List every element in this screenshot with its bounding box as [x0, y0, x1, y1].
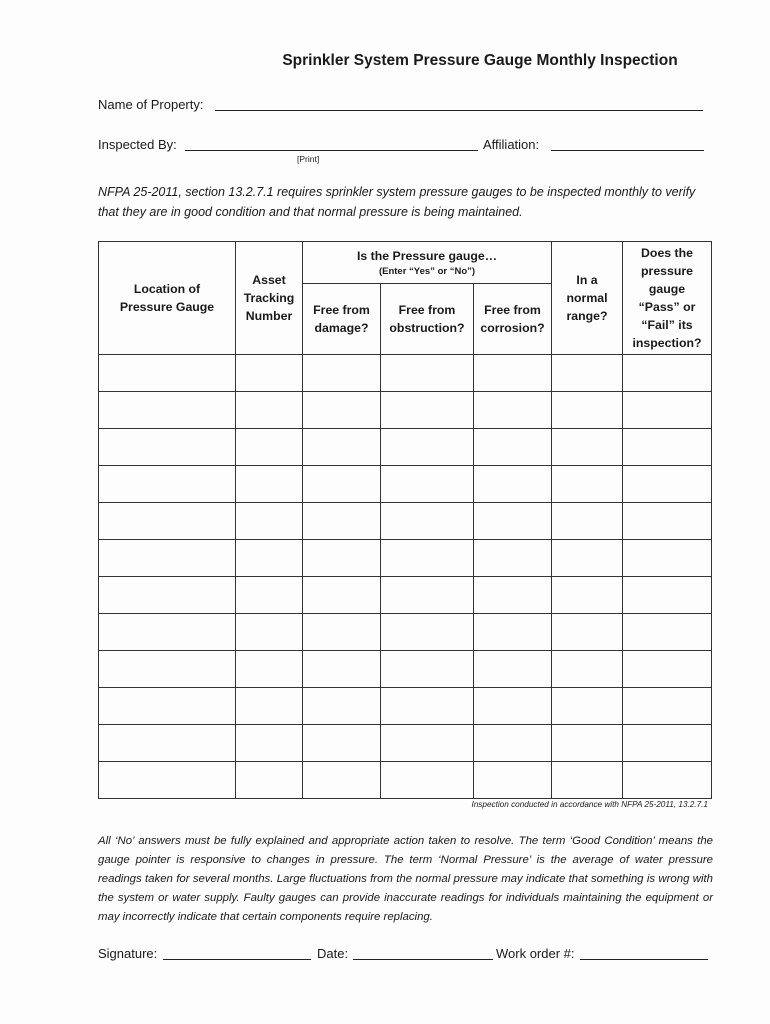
header-location: Location of Pressure Gauge: [99, 242, 236, 355]
header-group: [303, 242, 552, 284]
table-cell[interactable]: [381, 466, 474, 503]
property-field[interactable]: [215, 110, 703, 111]
table-row: [99, 725, 712, 762]
table-row: [99, 392, 712, 429]
table-cell[interactable]: [99, 688, 236, 725]
table-cell[interactable]: [474, 429, 552, 466]
table-cell[interactable]: [623, 503, 712, 540]
table-cell[interactable]: [303, 392, 381, 429]
table-cell[interactable]: [381, 651, 474, 688]
table-cell[interactable]: [474, 614, 552, 651]
table-cell[interactable]: [623, 614, 712, 651]
table-cell[interactable]: [236, 540, 303, 577]
table-cell[interactable]: [623, 577, 712, 614]
table-row: [99, 540, 712, 577]
header-group-hint: (Enter “Yes” or “No”): [378, 265, 476, 277]
table-cell[interactable]: [474, 725, 552, 762]
table-cell[interactable]: [303, 540, 381, 577]
table-cell[interactable]: [303, 577, 381, 614]
table-cell[interactable]: [236, 762, 303, 799]
form-title: Sprinkler System Pressure Gauge Monthly Inspection: [282, 52, 678, 69]
table-cell[interactable]: [381, 688, 474, 725]
table-cell[interactable]: [99, 762, 236, 799]
table-cell[interactable]: [236, 651, 303, 688]
table-caption: Inspection conducted in accordance with NFPA 25-2011, 13.2.7.1: [471, 800, 708, 809]
header-group-title: Is the Pressure gauge…: [356, 248, 498, 263]
table-cell[interactable]: [623, 355, 712, 392]
table-row: [99, 762, 712, 799]
table-cell[interactable]: [552, 355, 623, 392]
table-cell[interactable]: [99, 392, 236, 429]
work-order-label: Work order #:: [496, 946, 575, 961]
table-cell[interactable]: [623, 392, 712, 429]
table-cell[interactable]: [303, 429, 381, 466]
table-cell[interactable]: [99, 429, 236, 466]
work-order-field[interactable]: [580, 959, 708, 960]
print-hint: [Print]: [297, 154, 320, 164]
table-cell[interactable]: [303, 688, 381, 725]
table-cell[interactable]: [623, 688, 712, 725]
inspection-table: [98, 241, 712, 799]
table-cell[interactable]: [381, 355, 474, 392]
table-cell[interactable]: [99, 355, 236, 392]
table-cell[interactable]: [236, 429, 303, 466]
header-asset-tracking: Asset Tracking Number: [236, 242, 303, 355]
table-cell[interactable]: [381, 614, 474, 651]
table-cell[interactable]: [552, 466, 623, 503]
table-cell[interactable]: [99, 540, 236, 577]
table-cell[interactable]: [381, 762, 474, 799]
table-cell[interactable]: [623, 466, 712, 503]
table-cell[interactable]: [552, 688, 623, 725]
table-cell[interactable]: [236, 466, 303, 503]
table-cell[interactable]: [552, 725, 623, 762]
table-cell[interactable]: [623, 725, 712, 762]
table-cell[interactable]: [552, 577, 623, 614]
nfpa-requirement-note: NFPA 25-2011, section 13.2.7.1 requires sprinkler system pressure gauges to be inspected monthly to verify that they are in good condition and that normal pressure is being maintained.: [98, 185, 696, 219]
table-cell[interactable]: [236, 614, 303, 651]
affiliation-field[interactable]: [551, 150, 704, 151]
table-cell[interactable]: [474, 355, 552, 392]
header-normal-range: In a normal range?: [552, 242, 623, 355]
table-cell[interactable]: [552, 651, 623, 688]
table-cell[interactable]: [552, 540, 623, 577]
table-cell[interactable]: [552, 429, 623, 466]
table-cell[interactable]: [236, 392, 303, 429]
table-cell[interactable]: [99, 725, 236, 762]
table-cell[interactable]: [552, 614, 623, 651]
table-cell[interactable]: [236, 688, 303, 725]
table-cell[interactable]: [303, 651, 381, 688]
table-cell[interactable]: [474, 466, 552, 503]
table-cell[interactable]: [474, 503, 552, 540]
inspected-by-label: Inspected By:: [98, 137, 177, 152]
header-corrosion: Free from corrosion?: [474, 284, 552, 355]
table-cell[interactable]: [99, 651, 236, 688]
table-cell[interactable]: [236, 355, 303, 392]
table-cell[interactable]: [236, 577, 303, 614]
table-cell[interactable]: [552, 392, 623, 429]
table-row: [99, 577, 712, 614]
table-cell[interactable]: [552, 503, 623, 540]
table-cell[interactable]: [381, 577, 474, 614]
table-cell[interactable]: [303, 725, 381, 762]
table-cell[interactable]: [474, 688, 552, 725]
table-row: [99, 429, 712, 466]
table-cell[interactable]: [623, 429, 712, 466]
date-field[interactable]: [353, 959, 493, 960]
table-cell[interactable]: [303, 355, 381, 392]
affiliation-label: Affiliation:: [483, 137, 540, 152]
table-row: [99, 651, 712, 688]
table-cell[interactable]: [303, 614, 381, 651]
signature-label: Signature:: [98, 946, 158, 961]
table-cell[interactable]: [381, 429, 474, 466]
table-cell[interactable]: [381, 392, 474, 429]
property-label: Name of Property:: [98, 97, 204, 112]
table-cell[interactable]: [474, 762, 552, 799]
table-cell[interactable]: [99, 614, 236, 651]
date-label: Date:: [317, 946, 349, 961]
table-cell[interactable]: [623, 762, 712, 799]
table-cell[interactable]: [623, 540, 712, 577]
table-cell[interactable]: [381, 725, 474, 762]
table-row: [99, 355, 712, 392]
table-cell[interactable]: [381, 503, 474, 540]
table-cell[interactable]: [552, 762, 623, 799]
header-damage: Free from damage?: [303, 284, 381, 355]
table-cell[interactable]: [381, 540, 474, 577]
table-cell[interactable]: [474, 540, 552, 577]
table-row: [99, 503, 712, 540]
header-obstruction: Free from obstruction?: [381, 284, 474, 355]
header-pass-fail: Does the pressure gauge “Pass” or “Fail” its inspection?: [623, 242, 712, 355]
table-cell[interactable]: [474, 392, 552, 429]
table-row: [99, 614, 712, 651]
table-cell[interactable]: [99, 503, 236, 540]
table-cell[interactable]: [474, 577, 552, 614]
inspected-by-field[interactable]: [185, 150, 478, 151]
table-row: [99, 688, 712, 725]
signature-field[interactable]: [163, 959, 311, 960]
table-cell[interactable]: [236, 725, 303, 762]
table-cell[interactable]: [99, 577, 236, 614]
table-cell[interactable]: [236, 503, 303, 540]
table-cell[interactable]: [303, 762, 381, 799]
table-cell[interactable]: [623, 651, 712, 688]
table-cell[interactable]: [99, 466, 236, 503]
answer-explanation: All ‘No’ answers must be fully explained and appropriate action taken to resolve. The term ‘Good Condition’ means the gauge pointer is responsive to changes in pressure. The term ‘Normal Pressure’ is the average of water pressure readings taken for several months. Large fluctuations from the normal pressure may indicate that something is wrong with the system or water supply. Faulty gauges can provide inaccurate readings for individuals maintaining the equipment or may incorrectly indicate that certain components require replacing.: [98, 835, 713, 923]
table-cell[interactable]: [474, 651, 552, 688]
table-row: [99, 466, 712, 503]
table-cell[interactable]: [303, 466, 381, 503]
table-cell[interactable]: [303, 503, 381, 540]
